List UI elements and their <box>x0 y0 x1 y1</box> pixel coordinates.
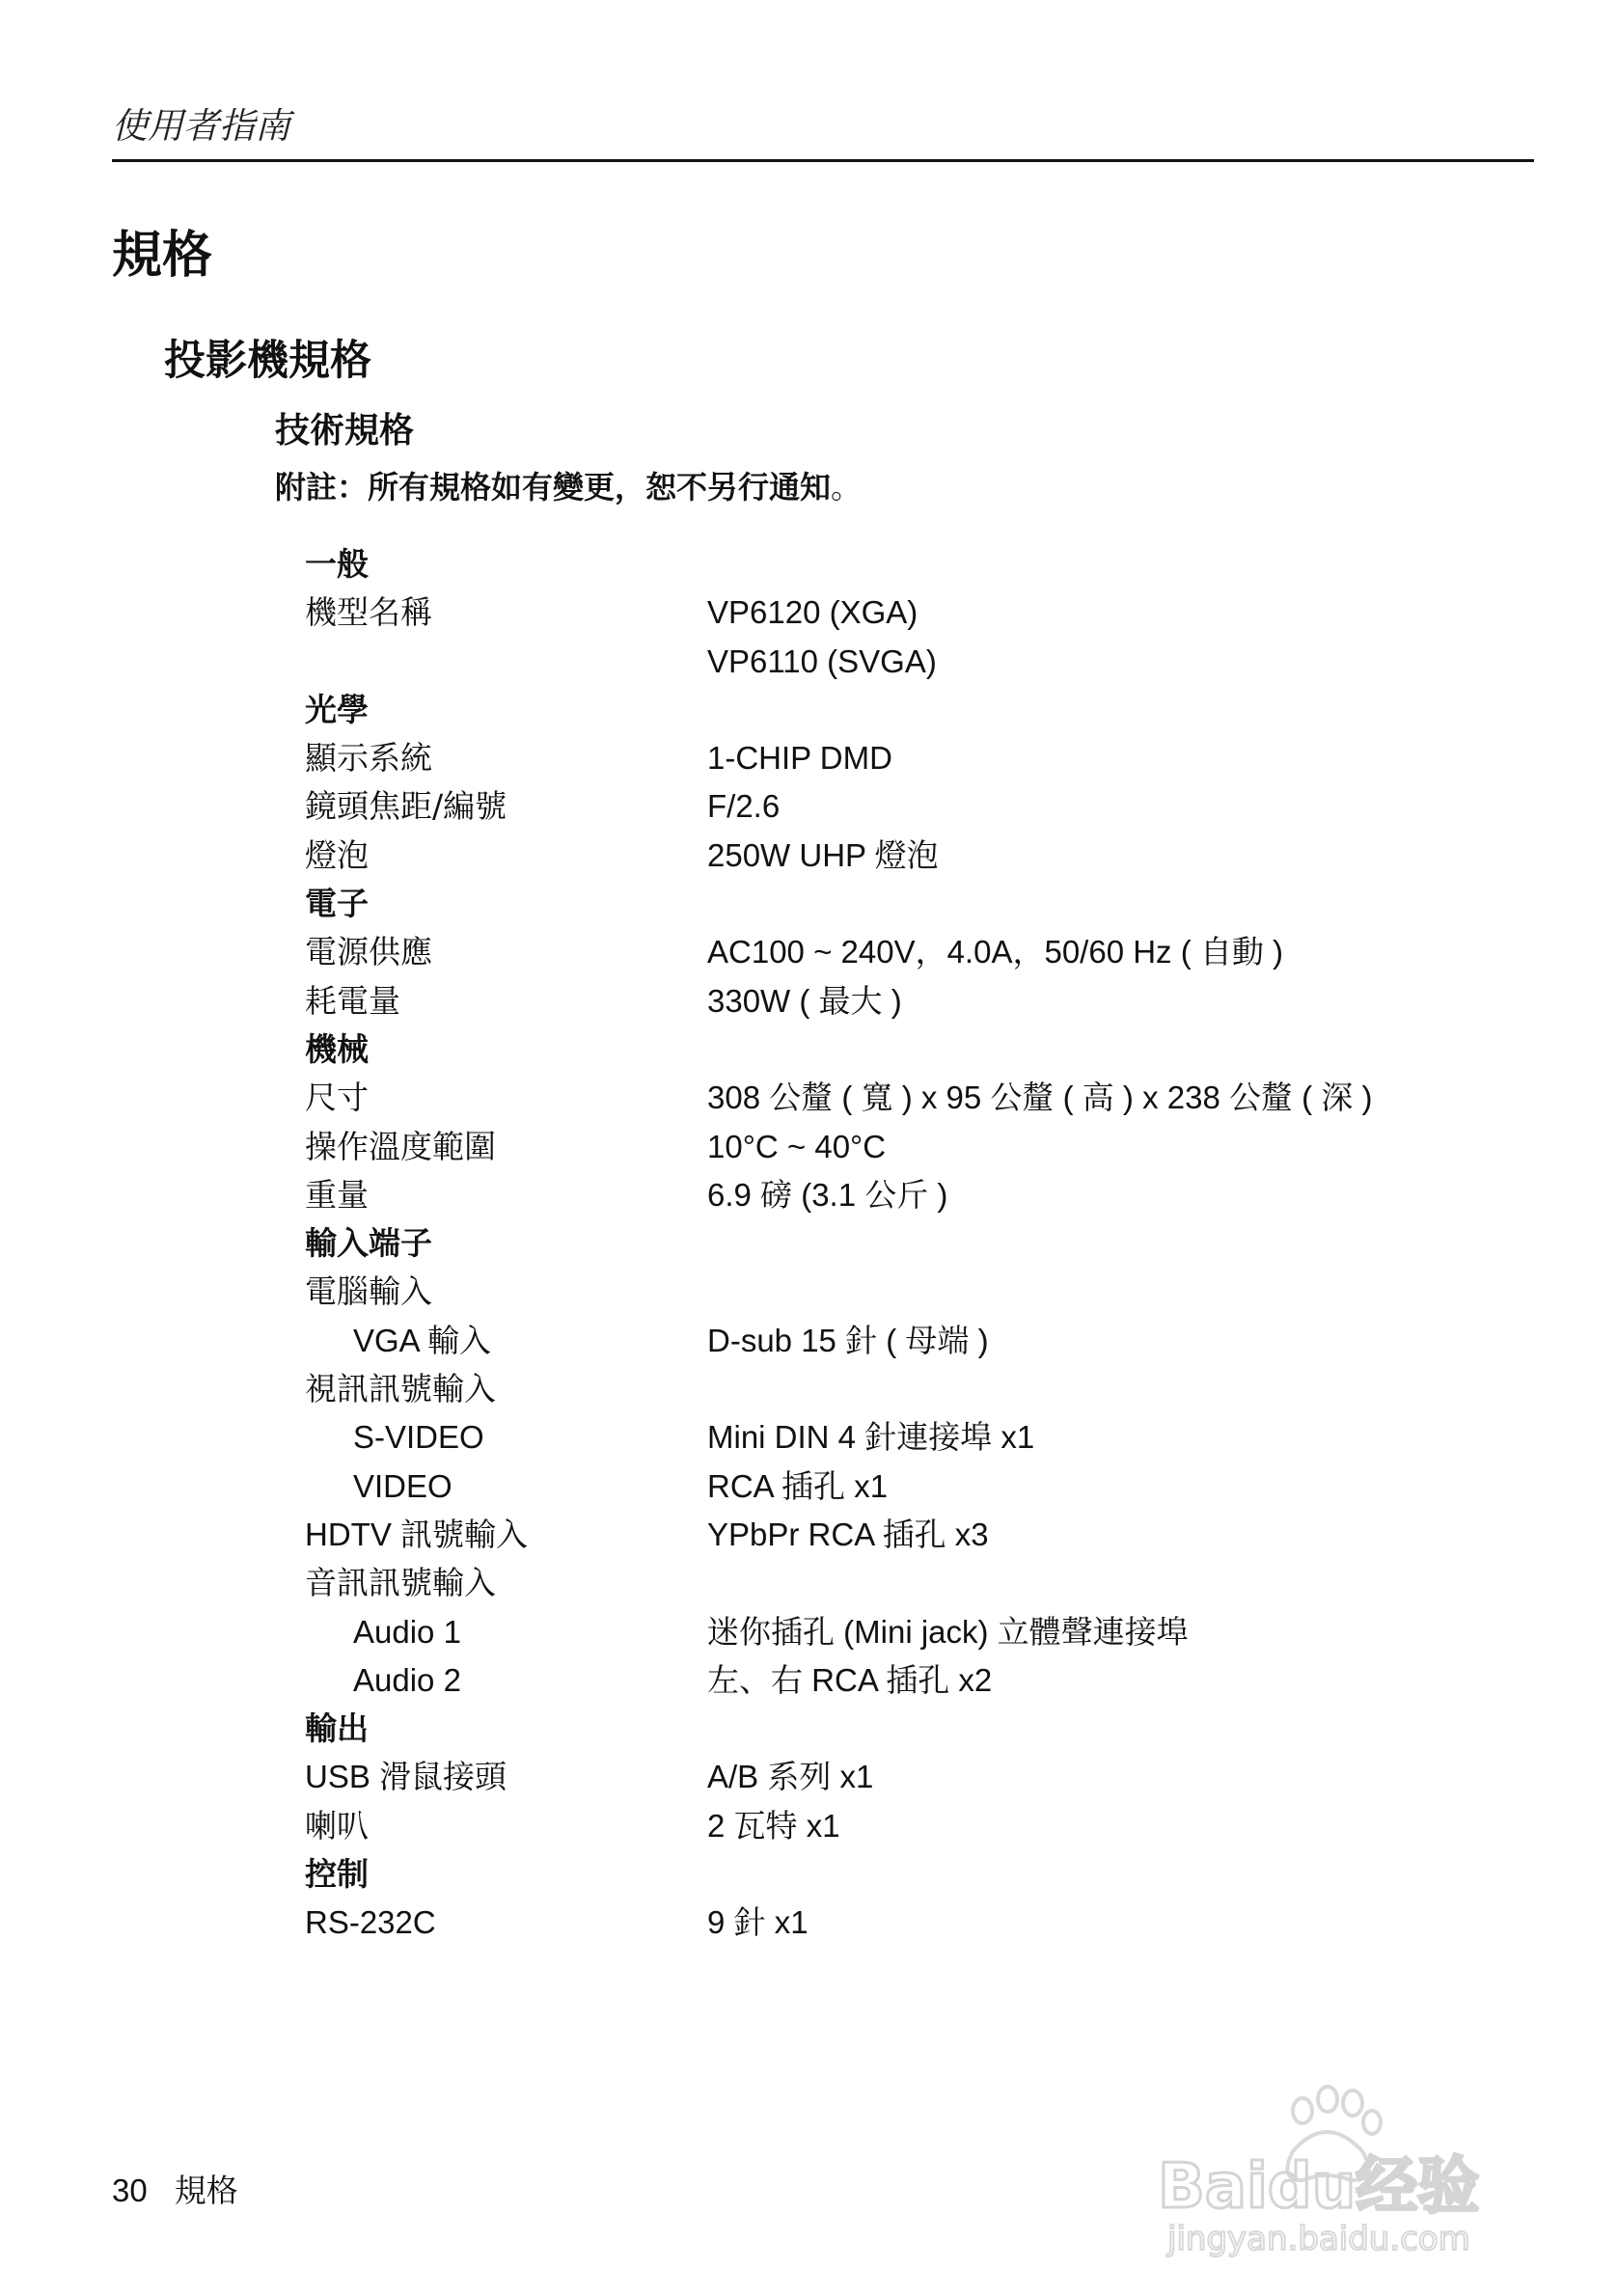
spec-value: A/B 系列 x1 <box>707 1759 874 1795</box>
spec-label: 鏡頭焦距/編號 <box>305 787 507 826</box>
baidu-watermark <box>1148 2045 1534 2257</box>
spec-section-header <box>305 1850 1463 1899</box>
spec-value: 左、右 RCA 插孔 x2 <box>707 1661 993 1698</box>
spec-section-header <box>305 540 1463 588</box>
spec-row <box>305 734 1463 782</box>
spec-value: 6.9 磅 (3.1 公斤 ) <box>707 1176 948 1213</box>
spec-row <box>305 977 1463 1025</box>
spec-value: Mini DIN 4 針連接埠 x1 <box>707 1419 1035 1456</box>
spec-row <box>305 782 1463 831</box>
spec-value: 250W UHP 燈泡 <box>707 836 939 873</box>
spec-section-header <box>305 880 1463 928</box>
spec-label: 音訊訊號輸入 <box>305 1564 496 1602</box>
spec-label: 電源供應 <box>305 933 432 971</box>
spec-label: 操作溫度範圍 <box>305 1127 496 1165</box>
spec-row <box>305 1511 1463 1559</box>
spec-row <box>305 1123 1463 1171</box>
spec-row <box>305 1608 1463 1656</box>
subsection-title: 技術規格 <box>275 411 415 451</box>
spec-value: 2 瓦特 x1 <box>707 1807 840 1844</box>
spec-label: HDTV 訊號輸入 <box>305 1516 528 1552</box>
spec-label: Audio 1 <box>353 1613 461 1650</box>
spec-label: 燈泡 <box>305 835 369 874</box>
spec-row <box>305 1365 1463 1413</box>
spec-value: RCA 插孔 x1 <box>707 1467 889 1504</box>
page-footer <box>112 2166 238 2211</box>
spec-label: 耗電量 <box>305 981 400 1020</box>
spec-value: 308 公釐 ( 寬 ) x 95 公釐 ( 高 ) x 238 公釐 ( 深 ) <box>707 1080 1373 1116</box>
spec-value: 迷你插孔 (Mini jack) 立體聲連接埠 <box>707 1613 1189 1650</box>
spec-section-label: 電子 <box>305 885 369 923</box>
spec-label: RS-232C <box>305 1904 436 1941</box>
spec-label: 顯示系統 <box>305 739 432 778</box>
spec-section-header <box>305 1219 1463 1268</box>
section-title: 投影機規格 <box>164 337 371 385</box>
spec-label: Audio 2 <box>353 1661 461 1698</box>
spec-row <box>305 928 1463 976</box>
note-text: 附註：所有規格如有變更，恕不另行通知 <box>275 469 832 506</box>
spec-section-label: 輸入端子 <box>305 1224 432 1263</box>
spec-label: 機型名稱 <box>305 593 432 632</box>
spec-label: 電腦輸入 <box>305 1272 432 1311</box>
note <box>275 463 862 507</box>
spec-row <box>305 1074 1463 1122</box>
spec-section-header <box>305 686 1463 734</box>
header-divider <box>112 159 1534 162</box>
note-period: 。 <box>831 469 863 506</box>
spec-value: F/2.6 <box>707 788 781 825</box>
spec-value: 330W ( 最大 ) <box>707 982 902 1019</box>
running-header: 使用者指南 <box>112 105 290 147</box>
spec-row <box>305 1317 1463 1365</box>
spec-row <box>305 1899 1463 1947</box>
spec-section-label: 輸出 <box>305 1709 369 1748</box>
spec-row <box>305 1656 1463 1705</box>
spec-label: USB 滑鼠接頭 <box>305 1759 507 1795</box>
spec-label: 尺寸 <box>305 1079 369 1117</box>
spec-value: AC100 ~ 240V，4.0A，50/60 Hz ( 自動 ) <box>707 934 1284 970</box>
spec-section-label: 光學 <box>305 690 369 728</box>
spec-label: S-VIDEO <box>353 1419 484 1456</box>
footer-section-name: 規格 <box>174 2172 238 2209</box>
spec-label: VIDEO <box>353 1467 452 1504</box>
spec-section-header <box>305 1705 1463 1753</box>
spec-value: YPbPr RCA 插孔 x3 <box>707 1516 989 1552</box>
spec-value: 9 針 x1 <box>707 1904 808 1941</box>
spec-section-label: 機械 <box>305 1029 369 1068</box>
spec-label: 喇叭 <box>305 1806 369 1845</box>
spec-section-label: 一般 <box>305 545 369 583</box>
spec-row <box>305 1171 1463 1219</box>
spec-value: VP6120 (XGA) <box>707 594 918 631</box>
spec-label: 重量 <box>305 1175 369 1214</box>
spec-label: 視訊訊號輸入 <box>305 1370 496 1408</box>
spec-section-header <box>305 1025 1463 1074</box>
spec-value: 1-CHIP DMD <box>707 740 892 777</box>
spec-row <box>305 1462 1463 1511</box>
spec-row <box>305 1268 1463 1316</box>
spec-row <box>305 638 1463 686</box>
page-number: 30 <box>112 2173 148 2208</box>
spec-section-label: 控制 <box>305 1855 369 1894</box>
chapter-title: 規格 <box>112 227 213 285</box>
spec-row <box>305 1753 1463 1801</box>
spec-label: VGA 輸入 <box>353 1322 492 1358</box>
spec-row <box>305 1802 1463 1850</box>
spec-value: VP6110 (SVGA) <box>707 642 937 679</box>
watermark-brand: Baidu经验 <box>1158 2151 1480 2223</box>
spec-value: 10°C ~ 40°C <box>707 1128 887 1164</box>
spec-table <box>305 540 1463 1948</box>
spec-row <box>305 588 1463 637</box>
spec-row <box>305 1413 1463 1462</box>
spec-row <box>305 832 1463 880</box>
spec-value: D-sub 15 針 ( 母端 ) <box>707 1322 989 1358</box>
watermark-url: jingyan.baidu.com <box>1167 2220 1470 2257</box>
spec-row <box>305 1559 1463 1607</box>
